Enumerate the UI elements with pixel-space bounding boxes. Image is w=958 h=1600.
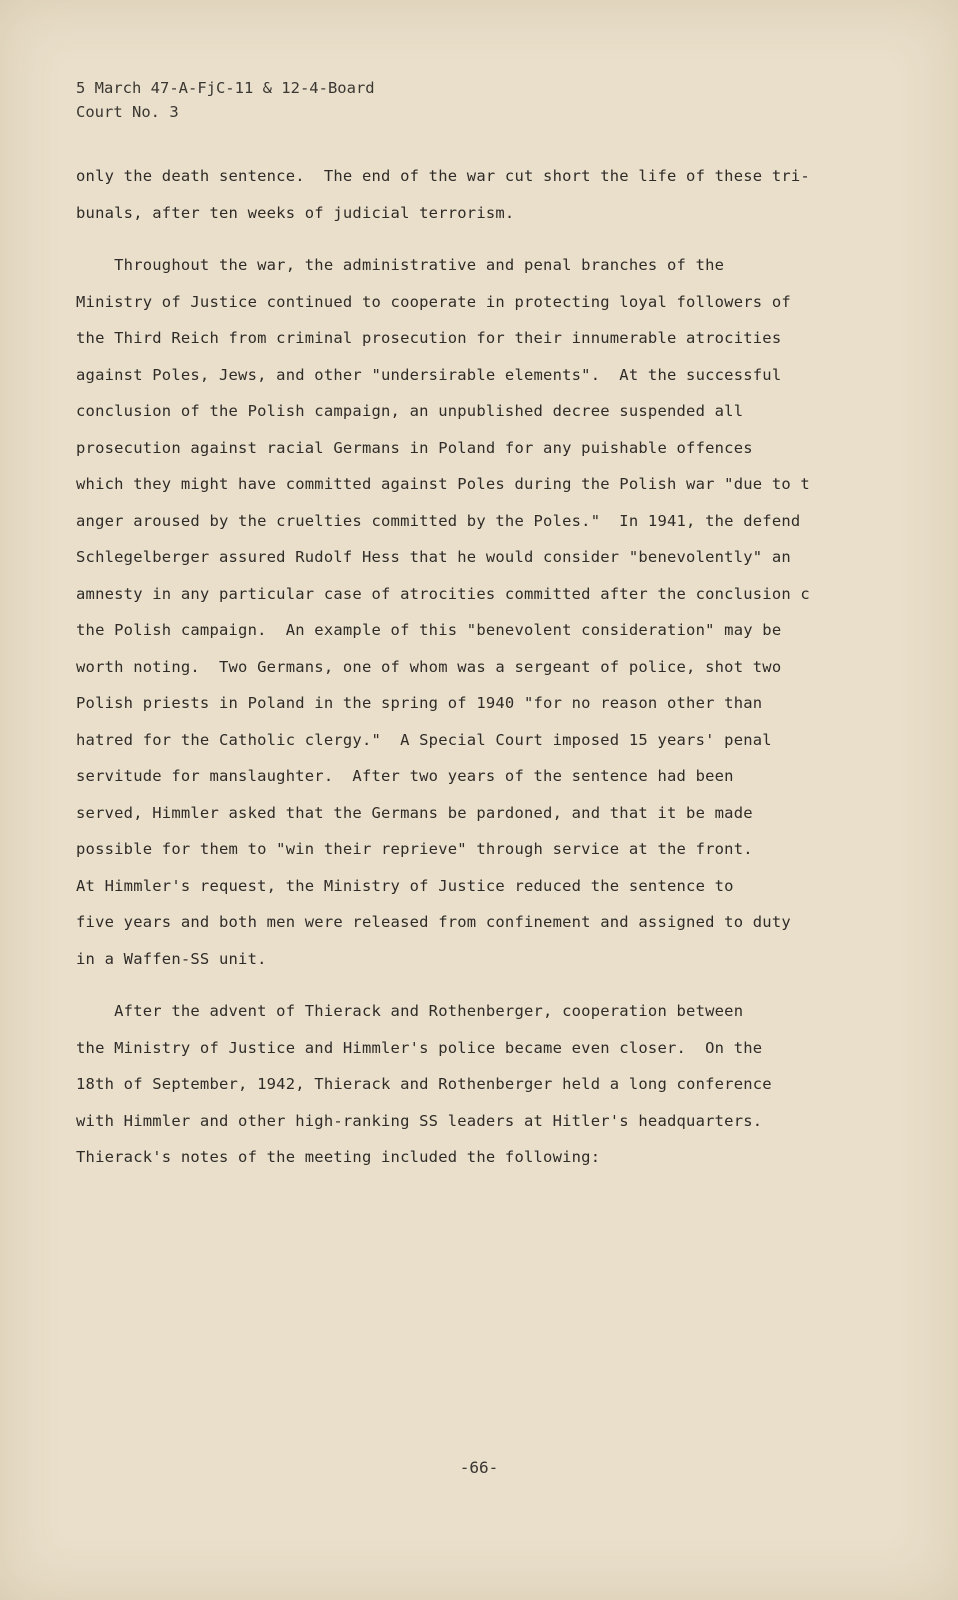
- body-line: the Polish campaign. An example of this "benevolent consideration" may be: [76, 621, 782, 639]
- body-line: in a Waffen-SS unit.: [76, 949, 267, 968]
- body-line: hatred for the Catholic clergy." A Special Court imposed 15 years' penal: [76, 730, 772, 749]
- body-line: which they might have committed against Poles during the Polish war "due to t: [76, 475, 810, 493]
- body-line: servitude for manslaughter. After two years of the sentence had been: [76, 767, 734, 785]
- body-line: prosecution against racial Germans in Poland for any puishable offences: [76, 438, 753, 457]
- page-number: -66-: [459, 1458, 499, 1477]
- document-body: [76, 158, 846, 1176]
- body-line: After the advent of Thierack and Rothenberger, cooperation between: [76, 1002, 744, 1020]
- body-line: Ministry of Justice continued to cooperate in protecting loyal followers of: [76, 292, 791, 311]
- body-line: Throughout the war, the administrative and penal branches of the: [76, 256, 725, 274]
- body-line: the Ministry of Justice and Himmler's police became even closer. On the: [76, 1038, 763, 1057]
- body-line: with Himmler and other high-ranking SS leaders at Hitler's headquarters.: [76, 1111, 763, 1130]
- header-case-reference: 5 March 47-A-FjC-11 & 12-4-Board: [76, 79, 375, 97]
- body-line: five years and both men were released from confinement and assigned to duty: [76, 913, 791, 931]
- body-line: against Poles, Jews, and other "undersirable elements". At the successful: [76, 365, 782, 384]
- body-line: amnesty in any particular case of atrocities committed after the conclusion c: [76, 584, 810, 603]
- body-line: 18th of September, 1942, Thierack and Rothenberger held a long conference: [76, 1075, 772, 1093]
- body-line: At Himmler's request, the Ministry of Justice reduced the sentence to: [76, 876, 734, 895]
- body-line: Thierack's notes of the meeting included the following:: [76, 1148, 601, 1166]
- body-line: only the death sentence. The end of the war cut short the life of these tri-: [76, 167, 810, 185]
- document-header: [76, 76, 375, 124]
- body-line: conclusion of the Polish campaign, an unpublished decree suspended all: [76, 402, 744, 420]
- body-line: Polish priests in Poland in the spring of 1940 "for no reason other than: [76, 694, 763, 712]
- body-line: served, Himmler asked that the Germans be pardoned, and that it be made: [76, 803, 753, 822]
- header-court-number: Court No. 3: [76, 103, 179, 121]
- body-line: bunals, after ten weeks of judicial terrorism.: [76, 203, 515, 222]
- body-line: the Third Reich from criminal prosecution for their innumerable atrocities: [76, 329, 782, 347]
- body-line: Schlegelberger assured Rudolf Hess that he would consider "benevolently" an: [76, 548, 791, 566]
- body-line: anger aroused by the cruelties committed by the Poles." In 1941, the defend: [76, 511, 801, 530]
- body-line: possible for them to "win their reprieve" through service at the front.: [76, 840, 753, 858]
- body-line: worth noting. Two Germans, one of whom was a sergeant of police, shot two: [76, 657, 782, 676]
